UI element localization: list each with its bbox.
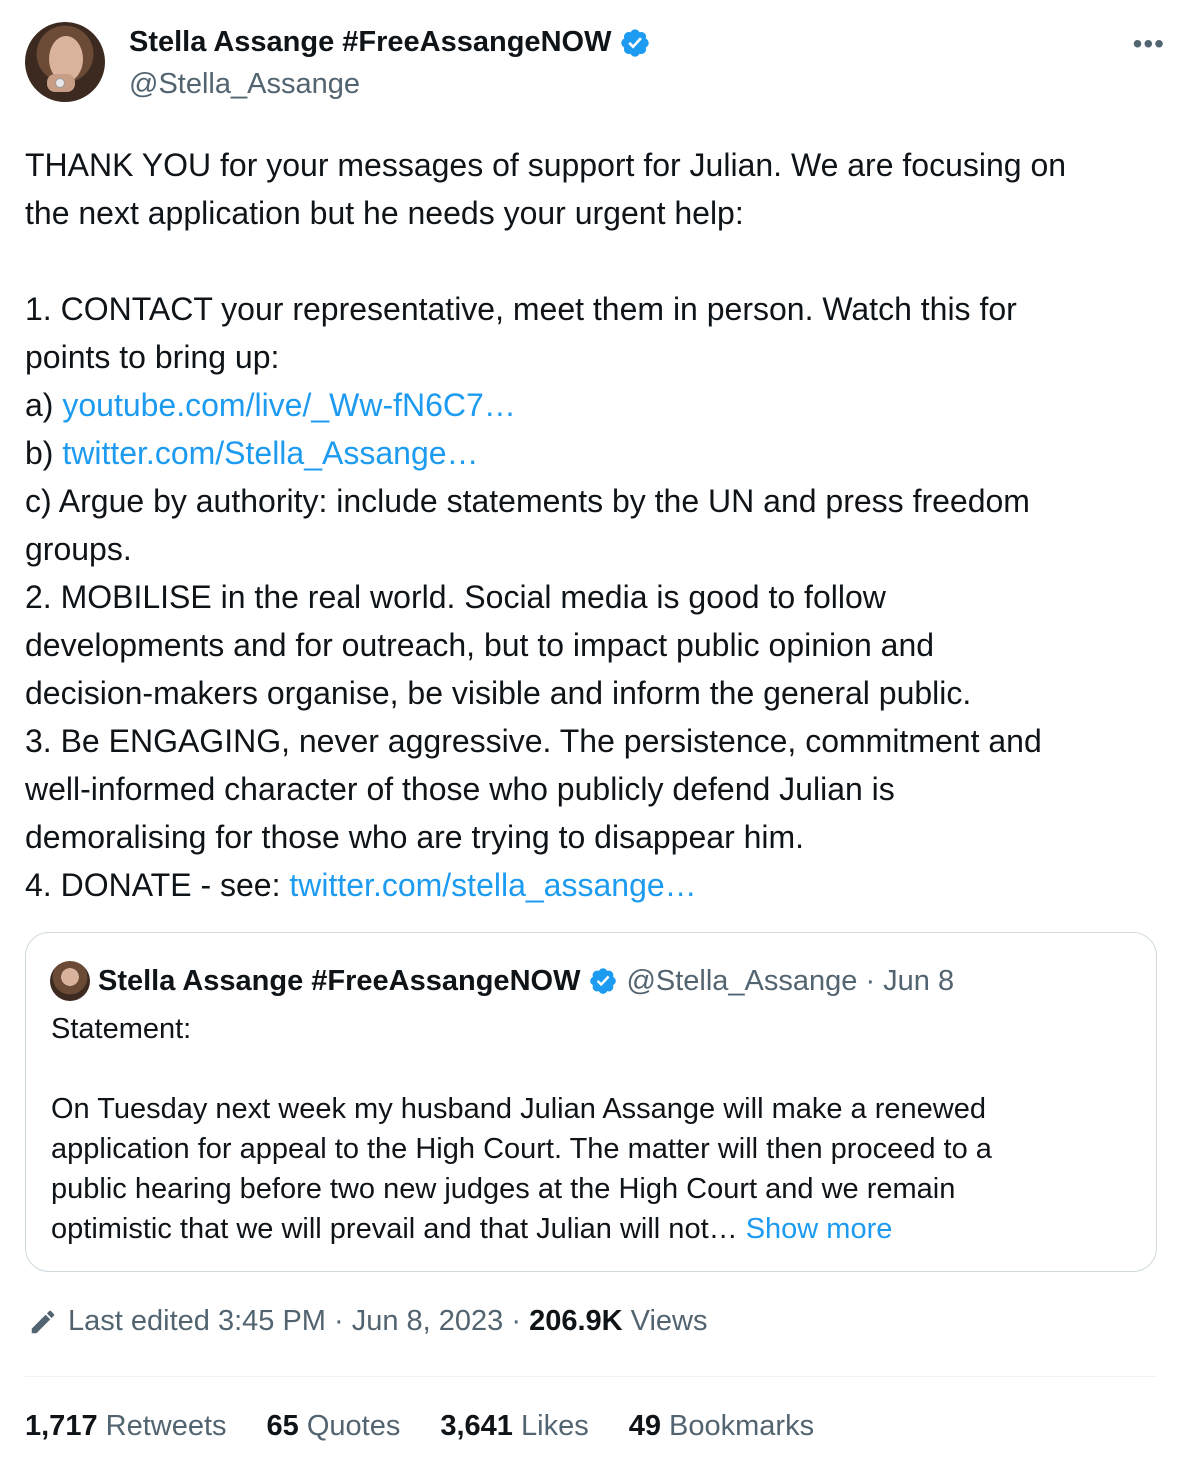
quoted-last-line — [51, 1209, 1131, 1249]
author-handle[interactable]: @Stella_Assange — [129, 68, 360, 100]
tweet-line: 2. MOBILISE in the real world. Social media is good to follow — [25, 579, 886, 615]
more-dots-icon[interactable]: ••• — [1132, 28, 1165, 59]
retweets-count: 1,717 — [25, 1410, 98, 1442]
list-prefix: b) — [25, 435, 63, 471]
tweet-line: well-informed character of those who publicly defend Julian is — [25, 771, 895, 807]
views-count: 206.9K — [529, 1305, 623, 1337]
show-more-link[interactable]: Show more — [745, 1213, 893, 1245]
divider — [25, 1376, 1157, 1377]
quoted-author-avatar — [50, 961, 90, 1001]
retweets-stat[interactable] — [25, 1410, 227, 1443]
likes-label: Likes — [521, 1410, 589, 1442]
quotes-stat[interactable] — [267, 1410, 401, 1443]
last-edited: Last edited 3:45 PM · Jun 8, 2023 · — [68, 1305, 530, 1337]
tweet-line: THANK YOU for your messages of support for Julian. We are focusing on — [25, 147, 1067, 183]
list-prefix: a) — [25, 387, 63, 423]
tweet-header — [25, 22, 1165, 106]
author-name-row — [129, 26, 651, 59]
verified-badge-icon — [588, 966, 618, 996]
tweet-line-link-b — [25, 429, 1165, 477]
youtube-link[interactable]: youtube.com/live/_Ww-fN6C7… — [62, 387, 516, 423]
quoted-line: On Tuesday next week my husband Julian Assange will make a renewed — [51, 1093, 986, 1125]
donate-link[interactable]: twitter.com/stella_assange… — [289, 867, 697, 903]
tweet-blank-line — [25, 237, 1165, 285]
tweet-text — [25, 141, 1165, 909]
quoted-tweet-body — [51, 1009, 1131, 1249]
author-display-name[interactable]: Stella Assange #FreeAssangeNOW — [129, 26, 612, 58]
retweets-label: Retweets — [105, 1410, 227, 1442]
tweet-line: the next application but he needs your urgent help: — [25, 195, 744, 231]
bookmarks-stat[interactable] — [629, 1410, 814, 1443]
engagement-stats — [25, 1410, 814, 1443]
quoted-tweet-header — [50, 961, 954, 1001]
tweet-meta — [28, 1305, 707, 1338]
bookmarks-count: 49 — [628, 1410, 661, 1442]
views-label: Views — [630, 1305, 708, 1337]
quoted-blank-line — [51, 1049, 1131, 1089]
quoted-line: application for appeal to the High Court. The matter will then proceed to a — [51, 1133, 992, 1165]
quoted-tweet[interactable] — [25, 932, 1157, 1272]
last-edited-text[interactable] — [68, 1305, 707, 1338]
likes-stat[interactable] — [440, 1410, 588, 1443]
tweet-line: 1. CONTACT your representative, meet them in person. Watch this for — [25, 291, 1017, 327]
quoted-author-name: Stella Assange #FreeAssangeNOW — [98, 964, 581, 997]
tweet-line: 3. Be ENGAGING, never aggressive. The persistence, commitment and — [25, 723, 1042, 759]
twitter-link[interactable]: twitter.com/Stella_Assange… — [62, 435, 479, 471]
tweet-line: decision-makers organise, be visible and inform the general public. — [25, 675, 972, 711]
quoted-line: optimistic that we will prevail and that Julian will not… — [51, 1213, 738, 1245]
quotes-label: Quotes — [306, 1410, 401, 1442]
tweet-line-link-a — [25, 381, 1165, 429]
pencil-icon — [28, 1307, 58, 1337]
quoted-line: Statement: — [51, 1013, 192, 1045]
quoted-handle-date: @Stella_Assange · Jun 8 — [626, 964, 955, 997]
likes-count: 3,641 — [440, 1410, 513, 1442]
tweet-line: c) Argue by authority: include statements by the UN and press freedom — [25, 483, 1030, 519]
quotes-count: 65 — [266, 1410, 299, 1442]
quoted-line: public hearing before two new judges at the High Court and we remain — [51, 1173, 956, 1205]
list-prefix: 4. DONATE - see: — [25, 867, 290, 903]
author-avatar[interactable] — [25, 22, 105, 102]
tweet-line: developments and for outreach, but to impact public opinion and — [25, 627, 935, 663]
verified-badge-icon[interactable] — [619, 27, 651, 59]
tweet-line: demoralising for those who are trying to disappear him. — [25, 819, 805, 855]
bookmarks-label: Bookmarks — [669, 1410, 815, 1442]
tweet-line-donate — [25, 861, 1165, 909]
tweet-line: points to bring up: — [25, 339, 280, 375]
tweet-line: groups. — [25, 531, 132, 567]
